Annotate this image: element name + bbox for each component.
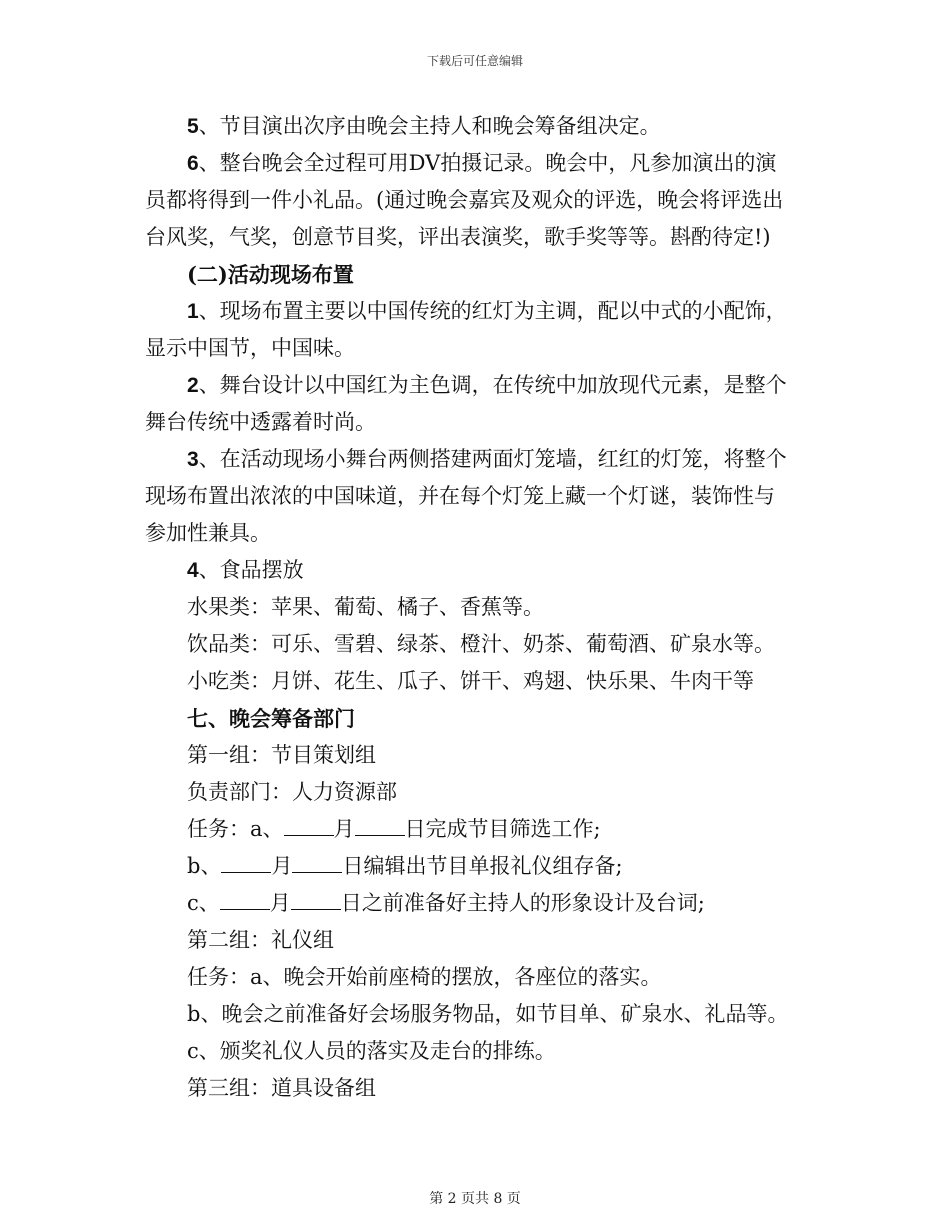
group-1-task-c — [145, 885, 813, 922]
blank-line — [284, 817, 334, 836]
paragraph-3-line-1 — [145, 441, 813, 478]
group-1-department: 负责部门：人力资源部 — [187, 780, 397, 804]
blank-line — [355, 817, 405, 836]
paragraph-3-line-3: 参加性兼具。 — [145, 521, 271, 545]
group-1-title: 第一组：节目策划组 — [187, 743, 376, 767]
blank-line — [291, 891, 341, 910]
document-body — [145, 108, 813, 1107]
group-3-title: 第三组：道具设备组 — [187, 1076, 376, 1100]
month-label: 月 — [333, 817, 355, 841]
task-prefix: 任务：a、 — [187, 817, 284, 841]
paragraph-text: 、在活动现场小舞台两侧搭建两面灯笼墙，红红的灯笼，将整个 — [198, 447, 787, 471]
group-2-title: 第二组：礼仪组 — [187, 928, 334, 952]
paragraph-text: 、现场布置主要以中国传统的红灯为主调，配以中式的小配饰， — [198, 299, 787, 323]
paragraph-2-line-2: 舞台传统中透露着时尚。 — [145, 410, 376, 434]
task-prefix: c、 — [187, 891, 220, 915]
item-number: 1 — [187, 300, 199, 323]
paragraph-5 — [145, 108, 813, 145]
month-label: 月 — [269, 891, 291, 915]
paragraph-text: 、舞台设计以中国红为主色调，在传统中加放现代元素，是整个 — [198, 373, 787, 397]
paragraph-1-line-2: 显示中国节，中国味。 — [145, 336, 355, 360]
group-2-task-b: b、晚会之前准备好会场服务物品，如节目单、矿泉水、礼品等。 — [187, 1002, 789, 1026]
section-heading-departments: 七、晚会筹备部门 — [187, 706, 355, 731]
drink-list: 饮品类：可乐、雪碧、绿茶、橙汁、奶茶、葡萄酒、矿泉水等。 — [187, 632, 775, 656]
item-number: 6 — [187, 152, 199, 175]
month-label: 月 — [271, 854, 293, 878]
snack-list: 小吃类：月饼、花生、瓜子、饼干、鸡翅、快乐果、牛肉干等 — [187, 669, 754, 693]
group-2-task-c: c、颁奖礼仪人员的落实及走台的排练。 — [187, 1039, 556, 1063]
paragraph-text: 、整台晚会全过程可用DV拍摄记录。晚会中，凡参加演出的演 — [198, 151, 777, 175]
task-text: 日完成节目筛选工作; — [404, 817, 601, 841]
task-text: 日编辑出节目单报礼仪组存备; — [342, 854, 623, 878]
group-2-task-a: 任务：a、晚会开始前座椅的摆放，各座位的落实。 — [187, 965, 662, 989]
fruit-list: 水果类：苹果、葡萄、橘子、香蕉等。 — [187, 595, 544, 619]
paragraph-text: 、食品摆放 — [198, 558, 304, 582]
blank-line — [220, 891, 270, 910]
item-number: 3 — [187, 448, 199, 471]
blank-line — [292, 854, 342, 873]
paragraph-6-line-2: 员都将得到一件小礼品。(通过晚会嘉宾及观众的评选，晚会将评选出 — [145, 188, 784, 212]
blank-line — [221, 854, 271, 873]
group-1-task-b — [145, 848, 813, 885]
paragraph-6-line-1 — [145, 145, 813, 182]
page-header: 下载后可任意编辑 — [426, 54, 523, 68]
item-number: 4 — [187, 559, 199, 582]
page-footer: 第 2 页共 8 页 — [429, 1191, 521, 1207]
paragraph-3-line-2: 现场布置出浓浓的中国味道，并在每个灯笼上藏一个灯谜，装饰性与 — [145, 484, 775, 508]
task-prefix: b、 — [187, 854, 222, 878]
paragraph-text: 、节目演出次序由晚会主持人和晚会筹备组决定。 — [198, 114, 661, 138]
paragraph-1-line-1 — [145, 293, 813, 330]
paragraph-2-line-1 — [145, 367, 813, 404]
item-number: 5 — [187, 115, 199, 138]
task-text: 日之前准备好主持人的形象设计及台词; — [340, 891, 705, 915]
paragraph-4 — [145, 552, 813, 589]
item-number: 2 — [187, 374, 199, 397]
section-heading-venue: (二)活动现场布置 — [187, 262, 354, 287]
paragraph-6-line-3: 台风奖，气奖，创意节目奖，评出表演奖，歌手奖等等。斟酌待定!) — [145, 225, 771, 249]
group-1-task-a — [145, 811, 813, 848]
